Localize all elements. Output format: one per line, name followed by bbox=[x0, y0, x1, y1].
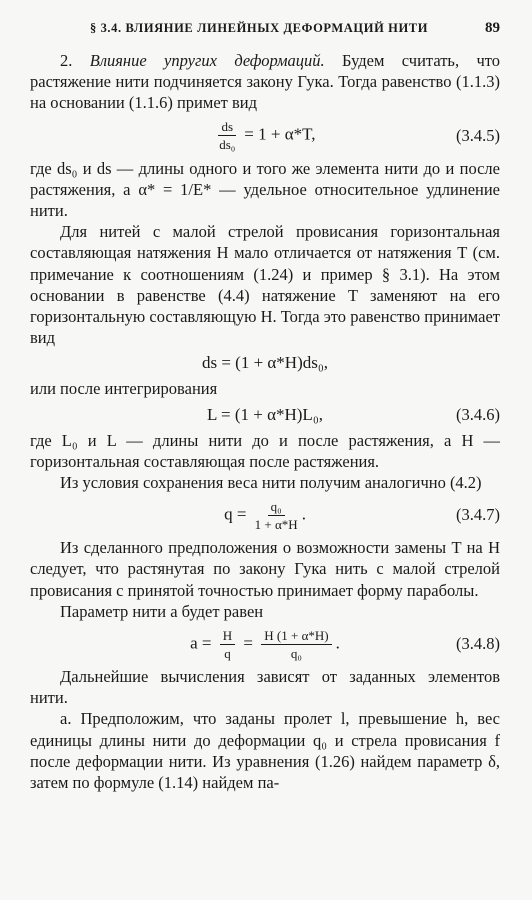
running-header bbox=[30, 20, 500, 46]
page-number: 89 bbox=[485, 20, 500, 36]
fraction-denominator: q bbox=[224, 645, 231, 661]
paragraph-2: где ds₀ и ds — длины одного и того же элемента нити до и после растяжения, а α* = 1/E* — удельное относительное удлинение нити. bbox=[30, 158, 500, 221]
paragraph-10: а. Предположим, что заданы пролет l, превышение h, вес единицы длины нити до деформации q₀ и стрела провисания f после деформации нити. Из уравнения (1.26) найдем параметр δ, затем по формуле (1.14) найдем па- bbox=[30, 709, 500, 793]
fraction-denominator: 1 + α*H bbox=[254, 516, 298, 532]
equation-number: (3.4.8) bbox=[456, 634, 500, 654]
paragraph-8: Параметр нити a будет равен bbox=[60, 601, 264, 621]
equals-sign: = bbox=[243, 632, 254, 652]
paragraph-9: Дальнейшие вычисления зависят от заданных элементов нити. bbox=[30, 667, 500, 708]
fraction-denominator: q₀ bbox=[290, 645, 302, 661]
fraction-numerator: H bbox=[220, 628, 235, 645]
equation-tail: . bbox=[335, 632, 340, 652]
page bbox=[30, 20, 500, 793]
equation-rhs: = 1 + α*T, bbox=[244, 124, 316, 144]
paragraph-7: Из сделанного предположения о возможности замены T на H следует, что растянутая по закону Гука нить с малой стрелой провисания с принятой точностью принимает форму параболы. bbox=[30, 538, 500, 600]
fraction-numerator: q₀ bbox=[268, 499, 285, 516]
paragraph-text: Будем считать, что растяжение нити подчиняется закону Гука. Тогда равенство (1.1.3) на основании (1.1.6) примет вид bbox=[30, 51, 500, 113]
equation-ds bbox=[30, 348, 500, 378]
subsection-title: Влияние упругих деформаций. bbox=[89, 51, 325, 70]
equation-text: L = (1 + α*H)L₀, bbox=[207, 404, 323, 424]
equation-lhs: a = bbox=[190, 632, 212, 652]
fraction-numerator: H (1 + α*H) bbox=[261, 628, 331, 645]
section-title: § 3.4. ВЛИЯНИЕ ЛИНЕЙНЫХ ДЕФОРМАЦИЙ НИТИ bbox=[90, 21, 429, 35]
paragraph-5: где L₀ и L — длины нити до и после растяжения, а H — горизонтальная составляющая после растяжения. bbox=[30, 430, 500, 471]
paragraph-6: Из условия сохранения веса нити получим аналогично (4.2) bbox=[60, 473, 482, 493]
equation-text: ds = (1 + α*H)ds₀, bbox=[201, 353, 329, 373]
equation-number: (3.4.6) bbox=[456, 404, 500, 424]
equation-3-4-7 bbox=[30, 493, 500, 537]
fraction-numerator: ds bbox=[218, 119, 236, 136]
equation-3-4-5 bbox=[30, 114, 500, 158]
equation-3-4-8 bbox=[30, 622, 500, 666]
paragraph-4: или после интегрирования bbox=[30, 379, 218, 399]
paragraph-1 bbox=[30, 50, 500, 114]
equation-lhs: q = bbox=[224, 504, 247, 524]
equation-tail: . bbox=[301, 504, 306, 524]
equation-number: (3.4.7) bbox=[456, 505, 500, 525]
paragraph-3: Для нитей с малой стрелой провисания горизонтальная составляющая натяжения H мало отличается от натяжения T (см. примечание к соотношениям (1.24) и пример § 3.1). На этом основании в равенстве (4.4) натяжение T заменяют на его горизонтальную составляющую H. Тогда это равенство принимает вид bbox=[30, 222, 500, 348]
equation-number: (3.4.5) bbox=[456, 125, 500, 145]
fraction-denominator: ds₀ bbox=[219, 137, 236, 153]
equation-3-4-6 bbox=[30, 400, 500, 430]
item-number: 2. bbox=[60, 51, 73, 70]
